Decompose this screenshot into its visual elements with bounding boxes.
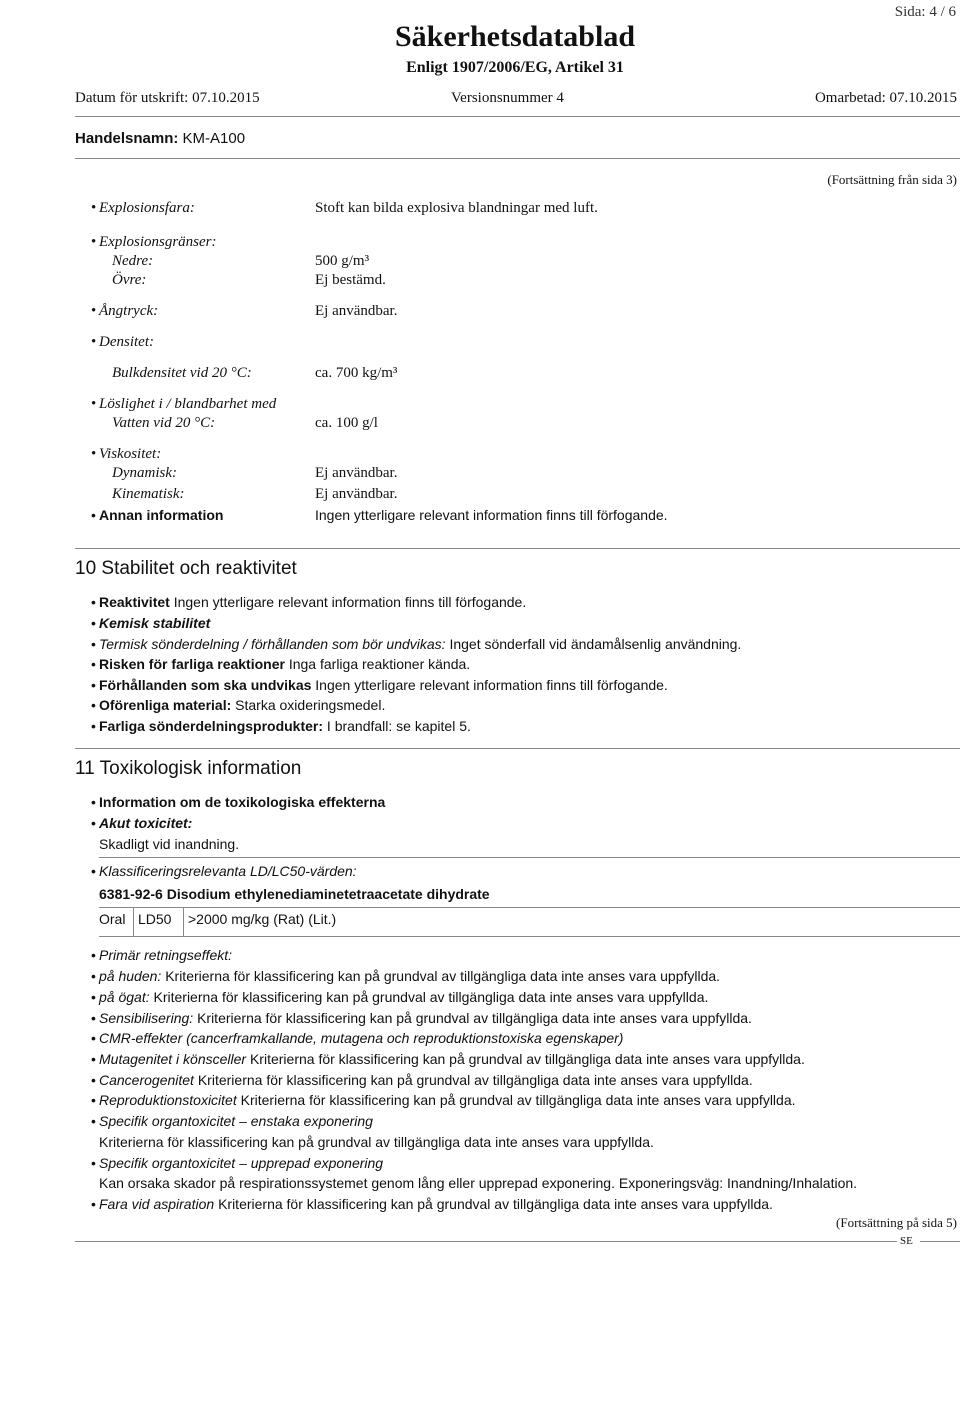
- lower-limit-label: Nedre:: [112, 253, 154, 269]
- explosion-limits-label: • Explosionsgränser:: [99, 234, 217, 251]
- table-divider: [183, 907, 184, 936]
- stot-single-label: • Specifik organtoxicitet – enstaka exponering: [99, 1113, 373, 1129]
- version-number: Versionsnummer 4: [451, 90, 564, 106]
- language-code: SE: [900, 1235, 913, 1247]
- density-label: • Densitet:: [99, 334, 154, 351]
- skin-line: [99, 968, 720, 984]
- acute-toxicity-label: • Akut toxicitet:: [99, 815, 192, 831]
- eye-line: [99, 989, 708, 1005]
- water-solubility-label: Vatten vid 20 °C:: [112, 415, 216, 431]
- trade-name: [75, 130, 245, 147]
- thermal-line: [99, 636, 741, 652]
- reactivity-label: Reaktivitet: [99, 594, 170, 610]
- reproductive-toxicity-value: Kriterierna för klassificering kan på grundval av tillgängliga data inte anses vara uppfyllda.: [240, 1092, 796, 1108]
- mutagenicity-line: [99, 1051, 805, 1067]
- incompatible-materials-line: [99, 697, 385, 713]
- section11-rule: [75, 748, 960, 749]
- aspiration-line: [99, 1196, 773, 1212]
- stot-repeated-label: • Specifik organtoxicitet – upprepad exponering: [99, 1155, 383, 1171]
- decomposition-products-line: [99, 718, 471, 734]
- eye-value: Kriterierna för klassificering kan på grundval av tillgängliga data inte anses vara uppfyllda.: [153, 989, 709, 1005]
- section10-heading: 10 Stabilitet och reaktivitet: [75, 558, 297, 579]
- eye-label: på ögat:: [99, 989, 150, 1005]
- substance-name: 6381-92-6 Disodium ethylenediaminetetraacetate dihydrate: [99, 886, 490, 902]
- carcinogenicity-value: Kriterierna för klassificering kan på grundval av tillgängliga data inte anses vara uppfyllda.: [197, 1072, 753, 1088]
- upper-limit-label: Övre:: [112, 272, 147, 288]
- table-bottom-rule: [99, 936, 960, 937]
- viscosity-label: • Viskositet:: [99, 446, 161, 463]
- revision-date: Omarbetad: 07.10.2015: [814, 90, 957, 106]
- page-number: Sida: 4 / 6: [894, 4, 956, 20]
- stot-repeated-value: Kan orsaka skador på respirationssystemet genom lång eller upprepad exponering. Exponeringsväg: Inandning/Inhalation.: [99, 1175, 858, 1191]
- stot-single-value: Kriterierna för klassificering kan på grundval av tillgängliga data inte anses vara uppfyllda.: [99, 1134, 654, 1150]
- ld-rule: [99, 857, 960, 858]
- explosion-value: Stoft kan bilda explosiva blandningar med luft.: [315, 200, 598, 216]
- conditions-avoid-label: Förhållanden som ska undvikas: [99, 677, 312, 693]
- mutagenicity-value: Kriterierna för klassificering kan på grundval av tillgängliga data inte anses vara uppfyllda.: [249, 1051, 805, 1067]
- conditions-avoid-line: [99, 677, 668, 693]
- carcinogenicity-line: [99, 1072, 753, 1088]
- section11-heading: 11 Toxikologisk information: [75, 758, 302, 779]
- trade-rule: [75, 158, 960, 159]
- incompatible-materials-value: Starka oxideringsmedel.: [235, 697, 386, 713]
- table-divider: [133, 907, 134, 936]
- sensitisation-value: Kriterierna för klassificering kan på grundval av tillgängliga data inte anses vara uppfyllda.: [197, 1010, 752, 1026]
- bulk-density-value: ca. 700 kg/m³: [315, 365, 398, 381]
- hazardous-reactions-value: Inga farliga reaktioner kända.: [288, 656, 471, 672]
- primary-irritation-label: • Primär retningseffekt:: [99, 947, 232, 963]
- continued-to: (Fortsättning på sida 5): [836, 1215, 957, 1230]
- dynamic-viscosity-label: Dynamisk:: [112, 465, 177, 481]
- decomposition-products-label: Farliga sönderdelningsprodukter:: [99, 718, 324, 734]
- water-solubility-value: ca. 100 g/l: [315, 415, 378, 431]
- skin-value: Kriterierna för klassificering kan på grundval av tillgängliga data inte anses vara uppfyllda.: [165, 968, 721, 984]
- toxicological-effects-label: • Information om de toxikologiska effekterna: [99, 794, 385, 810]
- value-cell: >2000 mg/kg (Rat) (Lit.): [188, 911, 337, 927]
- explosion-label: • Explosionsfara:: [99, 200, 195, 217]
- dynamic-viscosity-value: Ej användbar.: [315, 465, 398, 481]
- footer-rule-left: [75, 1241, 897, 1242]
- reproductive-toxicity-label: Reproduktionstoxicitet: [99, 1092, 237, 1108]
- kinematic-viscosity-label: Kinematisk:: [112, 486, 185, 502]
- thermal-value: Inget sönderfall vid ändamålsenlig användning.: [449, 636, 742, 652]
- hazardous-reactions-line: [99, 656, 470, 672]
- test-cell: LD50: [138, 911, 172, 927]
- upper-limit-value: Ej bestämd.: [315, 272, 386, 288]
- chemical-stability-label: • Kemisk stabilitet: [99, 615, 210, 631]
- aspiration-label: Fara vid aspiration: [99, 1196, 215, 1212]
- sensitisation-label: Sensibilisering:: [99, 1010, 194, 1026]
- acute-toxicity-value: Skadligt vid inandning.: [99, 836, 240, 852]
- reactivity-line: [99, 594, 526, 610]
- document-title: Säkerhetsdatablad: [394, 20, 636, 53]
- thermal-label: Termisk sönderdelning / förhållanden som bör undvikas:: [99, 636, 446, 652]
- cmr-effects-label: • CMR-effekter (cancerframkallande, mutagena och reproduktionstoxiska egenskaper): [99, 1030, 623, 1046]
- section10-rule: [75, 548, 960, 549]
- lower-limit-value: 500 g/m³: [315, 253, 370, 269]
- vapour-pressure-value: Ej användbar.: [315, 303, 398, 319]
- conditions-avoid-value: Ingen ytterligare relevant information finns till förfogande.: [315, 677, 668, 693]
- reactivity-value: Ingen ytterligare relevant information finns till förfogande.: [173, 594, 527, 610]
- hazardous-reactions-label: Risken för farliga reaktioner: [99, 656, 285, 672]
- decomposition-products-value: I brandfall: se kapitel 5.: [326, 718, 471, 734]
- ld-values-label: • Klassificeringsrelevanta LD/LC50-värden:: [99, 863, 357, 879]
- kinematic-viscosity-value: Ej användbar.: [315, 486, 398, 502]
- sensitisation-line: [99, 1010, 752, 1026]
- incompatible-materials-label: Oförenliga material:: [99, 697, 232, 713]
- reproductive-toxicity-line: [99, 1092, 796, 1108]
- carcinogenicity-label: Cancerogenitet: [99, 1072, 194, 1088]
- mutagenicity-label: Mutagenitet i könsceller: [99, 1051, 247, 1067]
- trade-name-label: Handelsnamn:: [75, 130, 179, 147]
- document-subtitle: Enligt 1907/2006/EG, Artikel 31: [406, 59, 624, 76]
- aspiration-value: Kriterierna för klassificering kan på grundval av tillgängliga data inte anses vara uppfyllda.: [218, 1196, 773, 1212]
- route-cell: Oral: [99, 911, 126, 927]
- footer-rule-right: [920, 1241, 960, 1242]
- vapour-pressure-label: • Ångtryck:: [99, 303, 158, 320]
- print-date: Datum för utskrift: 07.10.2015: [75, 90, 260, 106]
- continued-from: (Fortsättning från sida 3): [827, 172, 957, 187]
- table-top-rule: [99, 907, 960, 908]
- bulk-density-label: Bulkdensitet vid 20 °C:: [112, 365, 252, 381]
- other-info-label: • Annan information: [99, 507, 223, 523]
- other-info-value: Ingen ytterligare relevant information finns till förfogande.: [315, 507, 668, 523]
- trade-name-value: KM-A100: [182, 130, 246, 147]
- header-rule: [75, 116, 960, 117]
- solubility-label: • Löslighet i / blandbarhet med: [99, 396, 276, 413]
- skin-label: på huden:: [99, 968, 162, 984]
